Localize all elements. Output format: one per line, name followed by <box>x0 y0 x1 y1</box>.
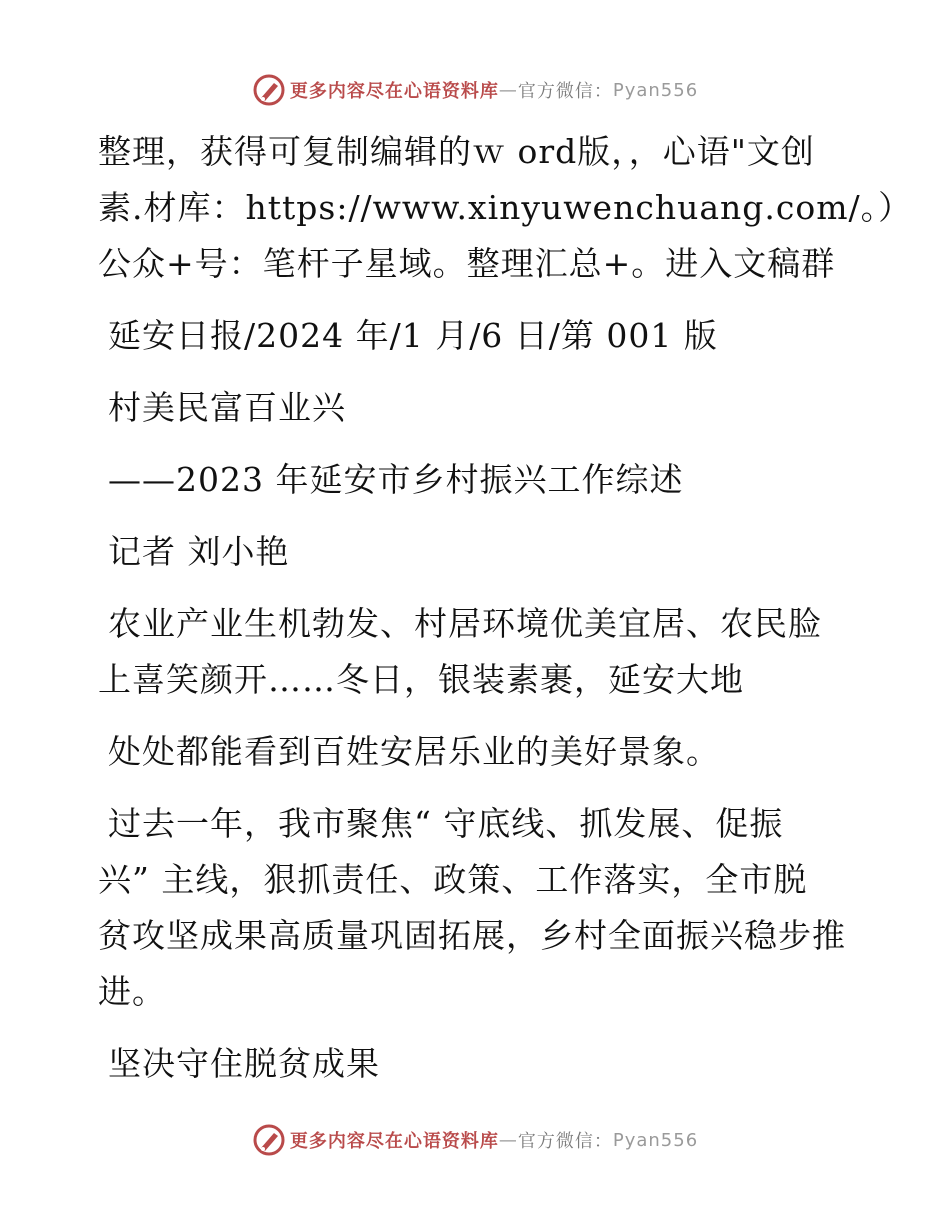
banner-main-text: 更多内容尽在心语资料库 <box>289 81 499 102</box>
pen-logo-icon <box>252 73 286 107</box>
banner-wechat-id: Pyan556 <box>612 1129 699 1151</box>
doc-line-byline: 记者 刘小艳 <box>108 532 290 571</box>
doc-line-section-heading: 坚决守住脱贫成果 <box>108 1044 380 1083</box>
doc-line-para3-c: 贫攻坚成果高质量巩固拓展，乡村全面振兴稳步推 <box>98 916 846 955</box>
doc-line-para2: 处处都能看到百姓安居乐业的美好景象。 <box>108 732 720 771</box>
doc-line-para3-a: 过去一年，我市聚焦“ 守底线、抓发展、促振 <box>108 804 784 843</box>
doc-line-source-note-1: 整理，获得可复制编辑的ｗ ord版，，心语"文创 <box>98 132 815 171</box>
banner-wechat-id: Pyan556 <box>612 79 699 101</box>
doc-line-para3-d: 进。 <box>98 972 166 1011</box>
doc-line-para3-b: 兴” 主线，狠抓责任、政策、工作落实，全市脱 <box>98 860 808 899</box>
doc-line-source-note-3: 公众+号：笔杆子星域。整理汇总+。进入文稿群 <box>98 244 836 283</box>
banner-separator: — <box>498 79 518 101</box>
doc-line-title: 村美民富百业兴 <box>108 388 346 427</box>
doc-line-publication: 延安日报/2024 年/1 月/6 日/第 001 版 <box>108 316 718 355</box>
doc-line-subtitle: ——2023 年延安市乡村振兴工作综述 <box>108 460 684 499</box>
banner-wechat-label: 官方微信： <box>517 1131 613 1152</box>
banner-separator: — <box>498 1129 518 1151</box>
banner-main-text: 更多内容尽在心语资料库 <box>289 1131 499 1152</box>
banner-wechat-label: 官方微信： <box>517 81 613 102</box>
doc-line-para1-a: 农业产业生机勃发、村居环境优美宜居、农民脸 <box>108 604 822 643</box>
pen-logo-icon <box>252 1123 286 1157</box>
document-body <box>98 124 913 1092</box>
doc-line-source-note-2: 素.材库：https://www.xinyuwenchuang.com/。） <box>98 188 913 227</box>
header-watermark-banner <box>0 72 950 108</box>
footer-watermark-banner <box>0 1122 950 1158</box>
doc-line-para1-b: 上喜笑颜开……冬日，银装素裹，延安大地 <box>98 660 744 699</box>
